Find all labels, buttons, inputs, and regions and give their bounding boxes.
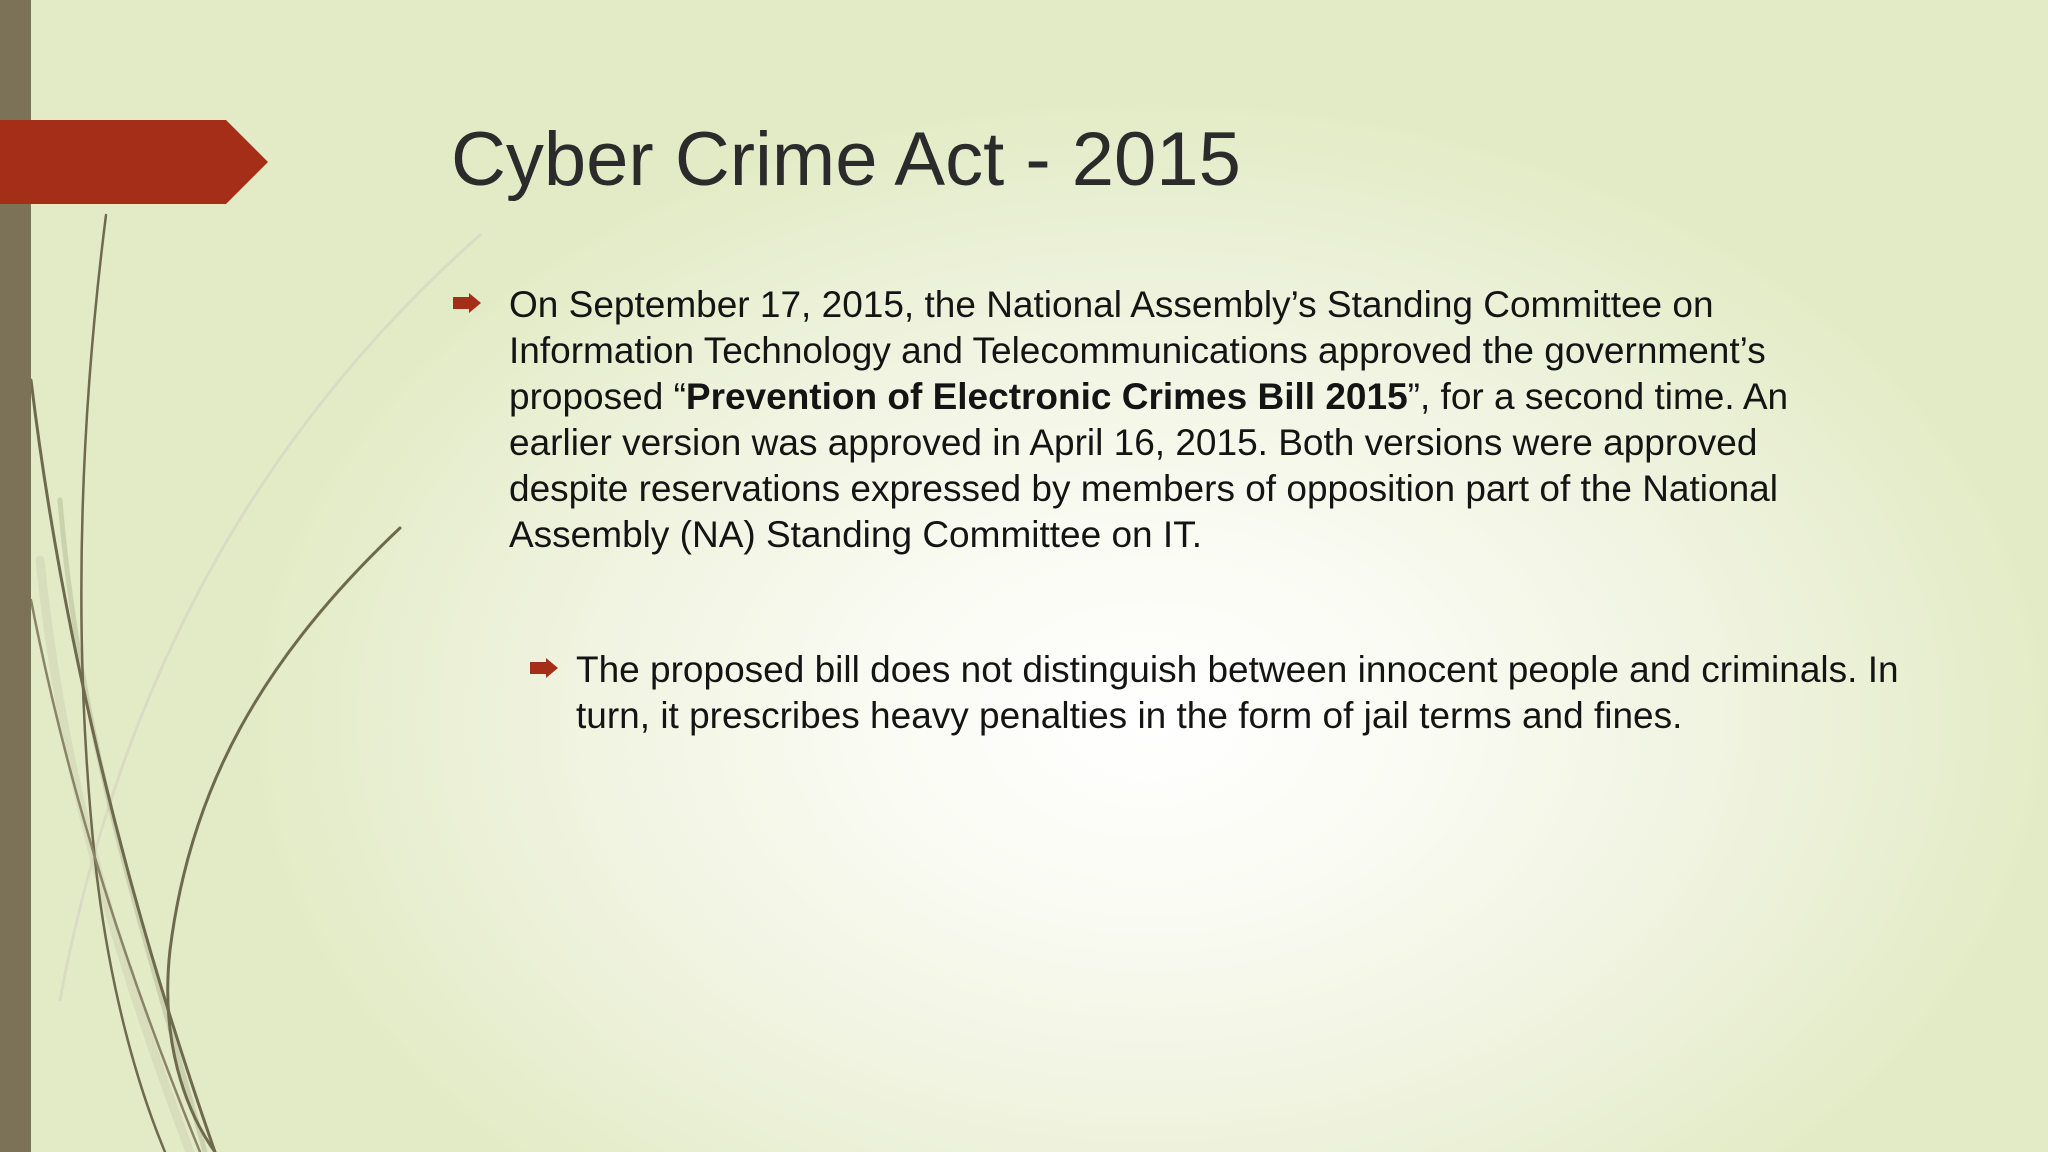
arrow-right-icon <box>451 292 483 314</box>
grass-blade <box>60 235 480 1000</box>
bullet-item <box>451 282 1871 558</box>
sub-bullet-item <box>528 647 1908 739</box>
left-accent-bar <box>0 0 31 1152</box>
bill-name: Prevention of Electronic Crimes Bill 2015 <box>685 376 1408 417</box>
arrow-right-icon <box>528 657 560 679</box>
grass-blade <box>81 215 165 1152</box>
grass-blade <box>40 560 190 1152</box>
bullet-text <box>509 282 1849 558</box>
sub-bullet-text: The proposed bill does not distinguish between innocent people and criminals. In turn, it prescribes heavy penalties in the form of jail terms and fines. <box>576 649 1899 736</box>
slide-title: Cyber Crime Act - 2015 <box>451 117 1241 202</box>
bullet-text-end: ”, for a second time. An earlier version was approved in April 16, 2015. Both versions were approved despite reservations expressed by members of opposition part of the National Assembly (NA) Standing Committee on IT. <box>509 376 1789 555</box>
grass-blade <box>168 528 400 1152</box>
bullet-text-start: On September 17, 2015, the National Assembly’s Standing Committee on Information Technology and Telecommunications approved the government’s proposed “ <box>509 284 1766 417</box>
